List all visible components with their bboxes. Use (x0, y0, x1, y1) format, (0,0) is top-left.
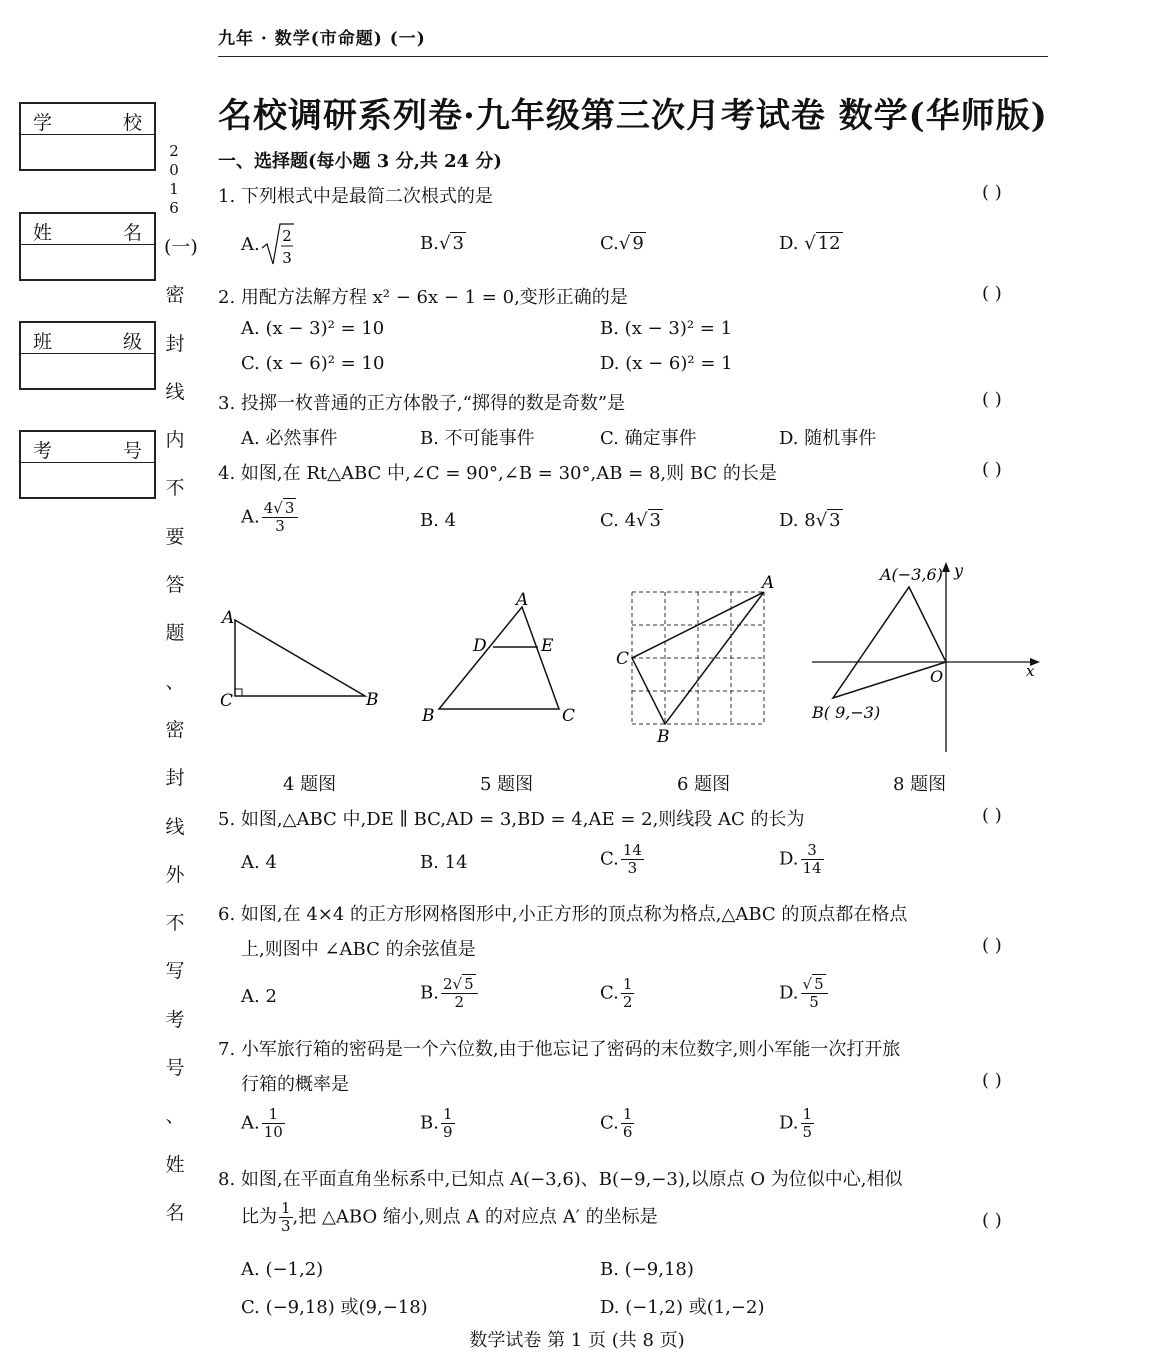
page-title: 名校调研系列卷·九年级第三次月考试卷 数学(华师版) (218, 96, 1048, 136)
year-digit: 2 (169, 142, 179, 160)
year-digit: 0 (169, 161, 179, 179)
seal-char: 写 (165, 960, 185, 983)
q1-option-d[interactable]: D. √ 12 (779, 233, 841, 254)
fig5-label-d: D (473, 636, 487, 656)
fig4-label-b: B (366, 690, 379, 710)
fig6-label-a: A (762, 573, 775, 593)
school-box (19, 102, 156, 171)
seal-char: 外 (165, 863, 185, 886)
figure-8 (808, 560, 1048, 755)
answer-blank[interactable]: ( ) (982, 805, 1002, 826)
q8-option-c[interactable]: C. (−9,18) 或(9,−18) (241, 1297, 428, 1318)
q6-option-c[interactable]: C. $\frac{1}{2}$ (600, 975, 633, 1011)
q3-option-a[interactable]: A. 必然事件 (241, 428, 338, 449)
figure-5-caption: 5 题图 (480, 774, 534, 795)
q6-option-d[interactable]: D. $\frac{√ 5}{5}$ (779, 976, 828, 1011)
q1-option-c[interactable]: C.√ 9 (600, 233, 644, 254)
question-4-stem: 4. 如图,在 Rt△ABC 中,∠C = 90°,∠B = 30°,AB = 8,则 BC 的长是 (218, 463, 777, 484)
seal-char: 答 (165, 574, 185, 597)
section-heading: 一、选择题(每小题 3 分,共 24 分) (218, 151, 502, 172)
question-3-stem: 3. 投掷一枚普通的正方体骰子,“掷得的数是奇数”是 (218, 393, 626, 414)
fig5-label-b: B (422, 706, 435, 725)
class-label-left: 班 (33, 331, 53, 353)
seal-char: 、 (165, 1105, 185, 1128)
fig4-label-c: C (220, 691, 234, 711)
exam-number-label-right: 号 (122, 440, 142, 462)
figure-4 (215, 605, 390, 715)
seal-char: 密 (165, 284, 185, 307)
seal-char: 线 (165, 380, 185, 403)
q6-option-a[interactable]: A. 2 (241, 986, 277, 1007)
answer-blank[interactable]: ( ) (982, 459, 1002, 480)
q3-option-d[interactable]: D. 随机事件 (779, 428, 877, 449)
q2-option-d[interactable]: D. (x − 6)² = 1 (600, 353, 733, 374)
answer-blank[interactable]: ( ) (982, 389, 1002, 410)
seal-char: 考 (165, 1008, 185, 1031)
q2-option-b[interactable]: B. (x − 3)² = 1 (600, 318, 733, 339)
q7-option-c[interactable]: C. $\frac{1}{6}$ (600, 1105, 633, 1141)
q8-option-b[interactable]: B. (−9,18) (600, 1259, 694, 1280)
q7-option-b[interactable]: B. $\frac{1}{9}$ (420, 1105, 453, 1141)
q3-option-c[interactable]: C. 确定事件 (600, 428, 697, 449)
q1-option-a[interactable]: A. 2 3 (241, 222, 294, 268)
name-box (19, 212, 156, 281)
seal-char: 、 (165, 670, 185, 693)
seal-char: 不 (165, 912, 185, 935)
q5-option-b[interactable]: B. 14 (420, 852, 468, 873)
q1-a-den: 3 (281, 249, 292, 267)
q8-option-d[interactable]: D. (−1,2) 或(1,−2) (600, 1297, 765, 1318)
exam-number-field[interactable] (21, 463, 154, 496)
question-8-stem: 8. 如图,在平面直角坐标系中,已知点 A(−3,6)、B(−9,−3),以原点 O 为位似中心,相似 (218, 1169, 903, 1190)
q4-option-a[interactable]: A. $\frac{4√ 3}{3}$ (241, 500, 298, 535)
fig8-label-y: y (954, 561, 964, 580)
fig8-label-o: O (930, 667, 944, 686)
fig8-label-b: B( 9,−3) (812, 703, 881, 722)
name-label-right: 名 (122, 222, 142, 244)
q1-option-b[interactable]: B.√ 3 (420, 233, 464, 254)
answer-blank[interactable]: ( ) (982, 283, 1002, 304)
answer-blank[interactable]: ( ) (982, 935, 1002, 956)
seal-char: 要 (165, 525, 185, 548)
q3-option-b[interactable]: B. 不可能事件 (420, 428, 535, 449)
q5-option-d[interactable]: D. $\frac{3}{14}$ (779, 841, 822, 877)
fig6-label-b: B (657, 727, 670, 745)
answer-blank[interactable]: ( ) (982, 182, 1002, 203)
seal-char: 题 (165, 622, 185, 645)
figure-6-caption: 6 题图 (677, 774, 731, 795)
seal-char: 线 (165, 815, 185, 838)
question-6-stem-cont: 上,则图中 ∠ABC 的余弦值是 (241, 939, 476, 960)
seal-char: 名 (165, 1201, 185, 1224)
class-box (19, 321, 156, 390)
seal-char: 姓 (165, 1153, 185, 1176)
figure-8-caption: 8 题图 (893, 774, 947, 795)
q1-a-num: 2 (281, 227, 292, 245)
question-6-stem: 6. 如图,在 4×4 的正方形网格图形中,小正方形的顶点称为格点,△ABC 的顶点都在格点 (218, 904, 908, 925)
q7-option-d[interactable]: D. $\frac{1}{5}$ (779, 1105, 813, 1141)
school-label-left: 学 (33, 112, 53, 134)
q7-option-a[interactable]: A. $\frac{1}{10}$ (241, 1105, 283, 1141)
year-digit: 6 (169, 199, 179, 217)
q5-option-c[interactable]: C. $\frac{14}{3}$ (600, 841, 642, 877)
fig6-label-c: C (616, 649, 630, 669)
fig8-label-x: x (1026, 662, 1035, 680)
q4-option-b[interactable]: B. 4 (420, 510, 457, 531)
year-digit: 1 (169, 180, 179, 198)
radical-sign (260, 222, 294, 268)
q8-option-a[interactable]: A. (−1,2) (241, 1259, 324, 1280)
seal-char: 号 (165, 1057, 185, 1080)
year-vertical (166, 142, 182, 218)
exam-number-label-left: 考 (33, 440, 53, 462)
figure-6 (612, 570, 792, 745)
seal-char: (一) (164, 236, 198, 258)
seal-char: 内 (165, 429, 185, 452)
school-field[interactable] (21, 135, 154, 168)
exam-number-box (19, 430, 156, 499)
answer-blank[interactable]: ( ) (982, 1070, 1002, 1091)
q4-option-d[interactable]: D. 8√ 3 (779, 510, 841, 531)
page-footer: 数学试卷 第 1 页 (共 8 页) (469, 1330, 685, 1351)
question-1-stem: 1. 下列根式中是最简二次根式的是 (218, 186, 493, 207)
figure-4-caption: 4 题图 (283, 774, 337, 795)
fig8-label-a: A(−3,6) (880, 565, 943, 584)
q2-option-a[interactable]: A. (x − 3)² = 10 (241, 318, 385, 339)
fig5-label-c: C (562, 706, 576, 725)
question-7-stem: 7. 小军旅行箱的密码是一个六位数,由于他忘记了密码的末位数字,则小军能一次打开旅 (218, 1039, 901, 1060)
seal-char: 不 (165, 477, 185, 500)
question-7-stem-cont: 行箱的概率是 (241, 1074, 349, 1095)
question-5-stem: 5. 如图,△ABC 中,DE ∥ BC,AD = 3,BD = 4,AE = 2,则线段 AC 的长为 (218, 809, 805, 830)
q5-option-a[interactable]: A. 4 (241, 852, 277, 873)
school-label-right: 校 (122, 112, 142, 134)
seal-char: 密 (165, 718, 185, 741)
seal-char: 封 (165, 767, 185, 790)
figure-5 (418, 585, 588, 725)
name-label-left: 姓 (33, 222, 53, 244)
name-field[interactable] (21, 245, 154, 278)
fig5-label-a: A (516, 590, 529, 610)
fig5-label-e: E (541, 636, 554, 656)
answer-blank[interactable]: ( ) (982, 1210, 1002, 1231)
page-header (218, 18, 1048, 57)
seal-line-text (164, 232, 198, 1246)
question-2-stem: 2. 用配方法解方程 x² − 6x − 1 = 0,变形正确的是 (218, 287, 628, 308)
class-label-right: 级 (122, 331, 142, 353)
header-text: 九年 · 数学(市命题) (一) (218, 29, 426, 49)
q2-option-c[interactable]: C. (x − 6)² = 10 (241, 353, 385, 374)
q6-option-b[interactable]: B. $\frac{2√ 5}{2}$ (420, 976, 478, 1011)
q4-option-c[interactable]: C. 4√ 3 (600, 510, 661, 531)
fig4-label-a: A (222, 608, 235, 628)
class-field[interactable] (21, 354, 154, 387)
seal-char: 封 (165, 332, 185, 355)
question-8-stem-cont: 比为 $\frac{1}{3}$ ,把 △ABO 缩小,则点 A 的对应点 A′ 的坐标是 (241, 1199, 658, 1235)
